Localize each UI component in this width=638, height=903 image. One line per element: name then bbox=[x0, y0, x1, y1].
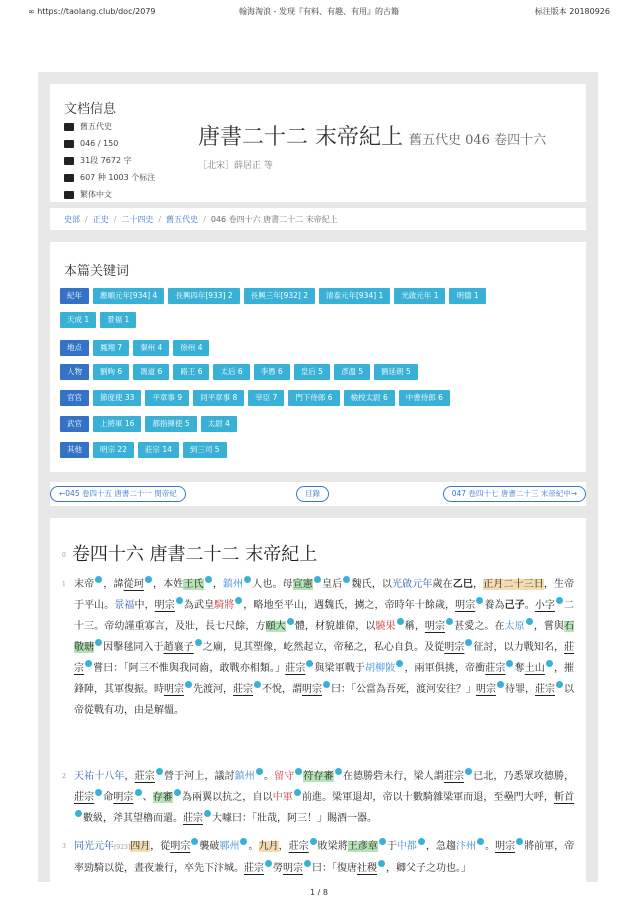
keyword-tag[interactable]: 彥溫 5 bbox=[334, 364, 370, 380]
keyword-tag[interactable]: 清泰元年[934] 1 bbox=[319, 288, 390, 304]
keyword-row-other bbox=[60, 442, 231, 458]
keyword-tag[interactable]: 光啟元年 1 bbox=[394, 288, 445, 304]
keyword-tag[interactable]: 節度使 33 bbox=[93, 390, 141, 406]
keyword-row-person bbox=[60, 364, 422, 380]
keywords-heading: 本篇关键词 bbox=[64, 264, 130, 279]
doc-author: ［北宋］薛居正 等 bbox=[198, 161, 273, 171]
keyword-tag[interactable]: 鳳翔 7 bbox=[93, 340, 129, 356]
keyword-tag[interactable]: 長興三年[932] 2 bbox=[244, 288, 315, 304]
page-url[interactable]: ∞ https://taolang.club/doc/2079 bbox=[28, 6, 156, 16]
keyword-tag[interactable]: 徐州 4 bbox=[173, 340, 209, 356]
breadcrumb-item-shibu[interactable]: 史部 bbox=[64, 214, 80, 224]
keyword-tag[interactable]: 檢校太尉 6 bbox=[344, 390, 395, 406]
paragraph-1: 1 末帝 ，諱從珂 ，本姓王氏 ，鎮州 人也。母宣憲 皇后 魏氏，以光啟元年歲在乙巳，正月二十三日，生帝于平山。景福中，明宗 為武皇騎將 ，略地至平山，遇魏氏，擄之，帝時年十餘歲，明宗 養為己子。小字 二十三。帝幼謹重寡言，及壯，長七尺餘，方頤大 體，材貌雄偉，以驍果 稱，明宗 甚愛之。在太原 ，嘗與石敬瑭 因擊毬同入于趙襄子 之廟，見其塑像，屹然起立，帝秘之，私心自負。及從明宗 征討，以力戰知名，莊宗 嘗曰：「阿三不惟與我同齒，敢戰亦相類。」莊宗 與梁軍戰于胡柳陂 ，兩軍俱挑，帝衝莊宗 奪土山 ，摧鋒陣，其軍復振。時明宗 先渡河，莊宗 不悅，謂明宗 曰：「公當為吾死，渡河安往？」明宗 待罪，莊宗 以帝從戰有功，由是解慍。 bbox=[74, 574, 574, 721]
paragraph-3: 3 同光元年[923]四月，從明宗 襲破鄆州 。九月，莊宗 敗梁將王彥章 于中都 ，急趨汴州 。明宗 將前軍，帝率勁騎以從，晝夜兼行，卒先下汴城。莊宗 勞明宗 曰：「復唐社稷 ，卿父子之功也。」 bbox=[74, 836, 574, 879]
doc-info-heading: 文档信息 bbox=[64, 102, 117, 117]
keyword-tag[interactable]: 天成 1 bbox=[60, 312, 96, 328]
doc-info-tags: 607 种 1003 个标注 bbox=[64, 169, 155, 186]
keyword-tag[interactable]: 平章事 9 bbox=[145, 390, 189, 406]
version-label: 标注版本 20180926 bbox=[534, 6, 610, 16]
keyword-tag[interactable]: 長興四年[933] 2 bbox=[168, 288, 239, 304]
keyword-tag[interactable]: 路王 6 bbox=[173, 364, 209, 380]
tag-icon bbox=[64, 174, 74, 182]
doc-info-list bbox=[64, 118, 155, 203]
breadcrumb-item-zhengshi[interactable]: 正史 bbox=[92, 214, 109, 224]
toc-button[interactable]: 目錄 bbox=[296, 486, 329, 502]
keyword-tag[interactable]: 馮道 6 bbox=[133, 364, 169, 380]
keyword-category[interactable]: 地点 bbox=[60, 340, 89, 356]
grid-icon bbox=[64, 157, 74, 165]
doc-subtitle: 舊五代史 046 卷四十六 bbox=[409, 133, 547, 148]
keyword-row-civil-official bbox=[60, 390, 454, 406]
doc-info-index: 046 / 150 bbox=[64, 135, 155, 152]
keyword-tag[interactable]: 都指揮使 5 bbox=[145, 416, 196, 432]
keyword-category[interactable]: 其他 bbox=[60, 442, 89, 458]
keyword-tag[interactable]: 門下侍郎 6 bbox=[288, 390, 339, 406]
keyword-tag[interactable]: 皇后 5 bbox=[294, 364, 330, 380]
keyword-row-place bbox=[60, 340, 213, 356]
doc-info-book: 舊五代史 bbox=[64, 118, 155, 135]
keyword-tag[interactable]: 景福 1 bbox=[100, 312, 136, 328]
keyword-tag[interactable]: 宰臣 7 bbox=[248, 390, 284, 406]
list-icon bbox=[64, 140, 74, 148]
keyword-tag[interactable]: 秦州 4 bbox=[133, 340, 169, 356]
keyword-tag[interactable]: 到三司 5 bbox=[183, 442, 227, 458]
paragraph-2: 2 天祐十八年，莊宗 營于河上，議討鎮州 。留守 符存審 在德勝砦未行，梁人謂莊宗 已北，乃悉眾攻德勝，莊宗 命明宗 、存審 為兩翼以抗之，自以中軍 前進。梁軍退却，帝以十數騎雜梁軍而退，至壘門大呼，斬首數級，斧其望櫓而還。莊宗 大噱曰：「壯哉，阿三！」賜酒一器。 bbox=[74, 766, 574, 829]
keyword-tag[interactable]: 中書侍郎 6 bbox=[399, 390, 450, 406]
keyword-tag[interactable]: 太尉 4 bbox=[201, 416, 237, 432]
keyword-tag[interactable]: 明宗 22 bbox=[93, 442, 134, 458]
next-chapter-button[interactable]: 047 卷四十七 唐書二十三 末帝紀中→ bbox=[443, 486, 586, 502]
keyword-category[interactable]: 人物 bbox=[60, 364, 89, 380]
chapter-heading: 0 卷四十六 唐書二十二 末帝紀上 bbox=[62, 544, 318, 565]
keyword-tag[interactable]: 劉昫 6 bbox=[93, 364, 129, 380]
keyword-row-era bbox=[60, 288, 490, 304]
keyword-category[interactable]: 紀年 bbox=[60, 288, 89, 304]
prev-chapter-button[interactable]: ←045 卷四十五 唐書二十一 閔帝紀 bbox=[50, 486, 186, 502]
keyword-tag[interactable]: 莊宗 14 bbox=[138, 442, 179, 458]
top-bar bbox=[0, 0, 638, 22]
book-icon bbox=[64, 123, 74, 131]
chapter-content bbox=[50, 518, 586, 882]
breadcrumb: 史部 / 正史 / 二十四史 / 舊五代史 / 046 卷四十六 唐書二十二 末帝紀上 bbox=[50, 208, 586, 230]
doc-info-lang: 繁体中文 bbox=[64, 186, 155, 203]
breadcrumb-current: 046 卷四十六 唐書二十二 末帝紀上 bbox=[210, 214, 338, 224]
breadcrumb-item-24shi[interactable]: 二十四史 bbox=[121, 214, 154, 224]
keyword-category[interactable]: 武官 bbox=[60, 416, 89, 432]
site-slogan: 翰海淘浪 - 发现『有料、有趣、有用』的古籍 bbox=[239, 6, 399, 16]
keyword-tag[interactable]: 太后 6 bbox=[213, 364, 249, 380]
doc-title: 唐書二十二 末帝紀上 舊五代史 046 卷四十六 bbox=[198, 125, 547, 150]
keyword-tag[interactable]: 應順元年[934] 4 bbox=[93, 288, 164, 304]
keywords-panel bbox=[50, 242, 586, 472]
keyword-row-era-2 bbox=[60, 312, 140, 328]
keyword-row-military-official bbox=[60, 416, 241, 432]
keyword-tag[interactable]: 同平章事 8 bbox=[193, 390, 244, 406]
keyword-tag[interactable]: 李愚 6 bbox=[254, 364, 290, 380]
keyword-tag[interactable]: 劉延朗 5 bbox=[374, 364, 418, 380]
chapter-nav bbox=[50, 482, 586, 506]
language-icon bbox=[64, 191, 74, 199]
doc-info-panel bbox=[50, 84, 586, 202]
page-number: 1 / 8 bbox=[310, 888, 328, 897]
keyword-category[interactable]: 官官 bbox=[60, 390, 89, 406]
keyword-tag[interactable]: 明德 1 bbox=[449, 288, 485, 304]
breadcrumb-item-jiuwudai[interactable]: 舊五代史 bbox=[166, 214, 199, 224]
keyword-tag[interactable]: 上將軍 16 bbox=[93, 416, 141, 432]
doc-info-count: 31段 7672 字 bbox=[64, 152, 155, 169]
document-frame bbox=[38, 72, 598, 882]
